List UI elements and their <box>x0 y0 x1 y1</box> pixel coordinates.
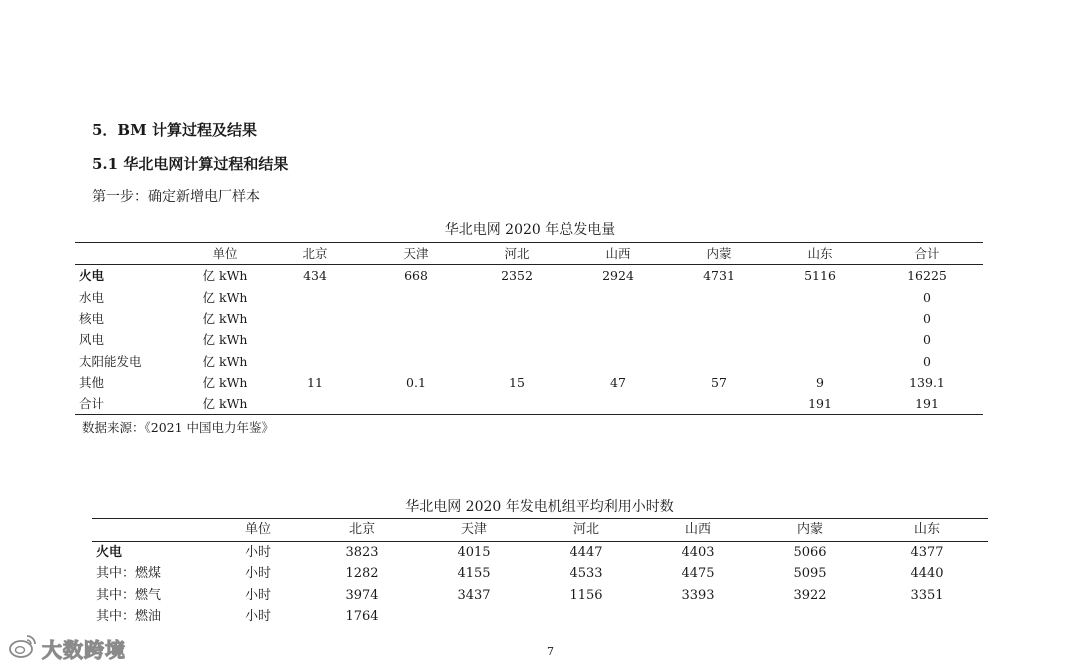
table1-caption: 华北电网 2020 年总发电量 <box>444 222 616 238</box>
table-cell: 小时 <box>244 544 271 560</box>
header-cell: 内蒙 <box>669 243 769 265</box>
table-cell: 1156 <box>569 587 603 603</box>
table-cell <box>769 308 871 329</box>
table-cell: 5095 <box>793 566 827 582</box>
table-cell: 4155 <box>457 566 491 582</box>
table-cell: 0 <box>923 353 931 369</box>
utilization-hours-table <box>92 518 988 628</box>
row-label: 风电 <box>79 332 105 348</box>
table-cell <box>467 393 567 415</box>
table-cell: 11 <box>307 374 323 390</box>
table-cell: 191 <box>871 393 983 415</box>
header-cell <box>75 243 185 265</box>
table-cell: 1764 <box>345 609 379 625</box>
table-cell: 亿 kWh <box>202 332 248 348</box>
table-row <box>75 393 983 415</box>
header-cell: 山东 <box>769 243 871 265</box>
header-cell: 河北 <box>467 243 567 265</box>
table-cell: 3393 <box>681 587 715 603</box>
table-cell <box>642 606 754 628</box>
table-row <box>92 585 988 607</box>
row-label: 核电 <box>79 311 105 327</box>
table-header-row <box>75 243 983 265</box>
table-cell <box>467 329 567 350</box>
table-cell <box>265 287 365 308</box>
table-cell: 5066 <box>793 544 827 560</box>
table-cell <box>769 329 871 350</box>
table-cell: 16225 <box>907 268 947 284</box>
table-cell: 4403 <box>681 544 715 560</box>
table-cell <box>365 393 467 415</box>
row-label: 水电 <box>79 289 105 305</box>
table-cell <box>265 329 365 350</box>
table-cell: 1282 <box>345 566 379 582</box>
table-cell <box>669 308 769 329</box>
table-cell: 4015 <box>457 544 491 560</box>
step-text: 第一步：确定新增电厂样本 <box>92 189 260 205</box>
table-cell <box>567 393 669 415</box>
header-cell: 山西 <box>642 519 754 542</box>
table-cell: 3351 <box>910 587 944 603</box>
header-cell: 单位 <box>185 243 265 265</box>
header-cell: 北京 <box>306 519 418 542</box>
table-cell: 4447 <box>569 544 603 560</box>
table-row <box>92 541 988 563</box>
header-cell: 天津 <box>418 519 530 542</box>
row-label: 其中：燃气 <box>96 587 162 603</box>
table-cell: 57 <box>711 374 727 390</box>
table-cell <box>365 308 467 329</box>
table-cell: 小时 <box>244 609 271 625</box>
table-cell <box>265 393 365 415</box>
table-cell: 4533 <box>569 566 603 582</box>
table-cell: 47 <box>610 374 626 390</box>
table-row <box>92 563 988 585</box>
table-cell <box>567 287 669 308</box>
header-cell: 单位 <box>210 519 306 542</box>
table-cell: 3437 <box>457 587 491 603</box>
table-cell: 2352 <box>501 268 533 284</box>
table-cell: 3974 <box>345 587 379 603</box>
table-cell <box>365 287 467 308</box>
table-cell: 139.1 <box>909 374 945 390</box>
table-cell: 434 <box>303 268 327 284</box>
header-cell: 山西 <box>567 243 669 265</box>
watermark-text: 大数跨境 <box>42 637 126 662</box>
page-number: 7 <box>547 645 554 658</box>
header-cell: 天津 <box>365 243 467 265</box>
table-row <box>75 287 983 308</box>
table-cell: 小时 <box>244 587 271 603</box>
row-label: 其中：燃煤 <box>96 566 162 582</box>
table-cell: 4475 <box>681 566 715 582</box>
table2-caption: 华北电网 2020 年发电机组平均利用小时数 <box>405 499 674 515</box>
table-cell <box>365 329 467 350</box>
watermark <box>8 633 126 663</box>
table-cell: 15 <box>509 374 525 390</box>
table-cell <box>365 350 467 371</box>
data-source-note: 数据来源：《2021 中国电力年鉴》 <box>82 420 275 435</box>
table-row <box>75 350 983 371</box>
table-cell <box>669 287 769 308</box>
table-cell: 亿 kWh <box>202 353 248 369</box>
row-label: 火电 <box>79 268 105 284</box>
table-cell <box>669 350 769 371</box>
table-cell <box>567 329 669 350</box>
header-cell: 河北 <box>530 519 642 542</box>
header-cell <box>92 519 210 542</box>
header-cell: 北京 <box>265 243 365 265</box>
table-cell: 亿 kWh <box>202 289 248 305</box>
table-row <box>75 329 983 350</box>
table-row <box>92 606 988 628</box>
table-cell: 0 <box>923 311 931 327</box>
table-row <box>75 372 983 393</box>
header-cell: 山东 <box>866 519 988 542</box>
row-label: 其中：燃油 <box>96 609 162 625</box>
header-cell: 内蒙 <box>754 519 866 542</box>
table-cell <box>866 606 988 628</box>
row-label: 合计 <box>75 393 185 415</box>
table-cell <box>418 606 530 628</box>
table-cell <box>467 287 567 308</box>
row-label: 太阳能发电 <box>79 353 142 369</box>
table-cell: 2924 <box>602 268 634 284</box>
table-cell <box>467 350 567 371</box>
table-cell: 4440 <box>910 566 944 582</box>
table-cell: 0.1 <box>406 374 426 390</box>
table-cell: 5116 <box>804 268 836 284</box>
table-cell <box>467 308 567 329</box>
section-heading: 5．BM 计算过程及结果 <box>92 121 257 139</box>
table-cell <box>669 393 769 415</box>
table-cell <box>567 308 669 329</box>
table-cell: 9 <box>816 374 824 390</box>
table-header-row <box>92 519 988 542</box>
table-cell: 亿 kWh <box>202 374 248 390</box>
table-cell <box>530 606 642 628</box>
table-row <box>75 308 983 329</box>
table-cell: 亿 kWh <box>202 311 248 327</box>
weibo-logo-icon <box>8 633 38 663</box>
table-cell <box>769 287 871 308</box>
row-label: 其他 <box>79 374 105 390</box>
table-cell: 4377 <box>910 544 944 560</box>
table-cell <box>669 329 769 350</box>
table-cell: 191 <box>769 393 871 415</box>
header-cell: 合计 <box>871 243 983 265</box>
table-cell: 0 <box>923 289 931 305</box>
row-label: 火电 <box>96 544 123 560</box>
table-cell <box>265 308 365 329</box>
table-cell: 亿 kWh <box>185 393 265 415</box>
subsection-heading: 5.1 华北电网计算过程和结果 <box>92 155 289 173</box>
table-row <box>75 265 983 287</box>
table-cell: 3922 <box>793 587 827 603</box>
table-cell: 668 <box>404 268 428 284</box>
table-cell <box>567 350 669 371</box>
table-cell: 小时 <box>244 566 271 582</box>
generation-table <box>75 242 983 415</box>
table-cell: 3823 <box>345 544 379 560</box>
table-cell: 亿 kWh <box>202 268 248 284</box>
table-cell: 0 <box>923 332 931 348</box>
table-cell <box>265 350 365 371</box>
table-cell <box>769 350 871 371</box>
table-cell: 4731 <box>703 268 735 284</box>
table-cell <box>754 606 866 628</box>
